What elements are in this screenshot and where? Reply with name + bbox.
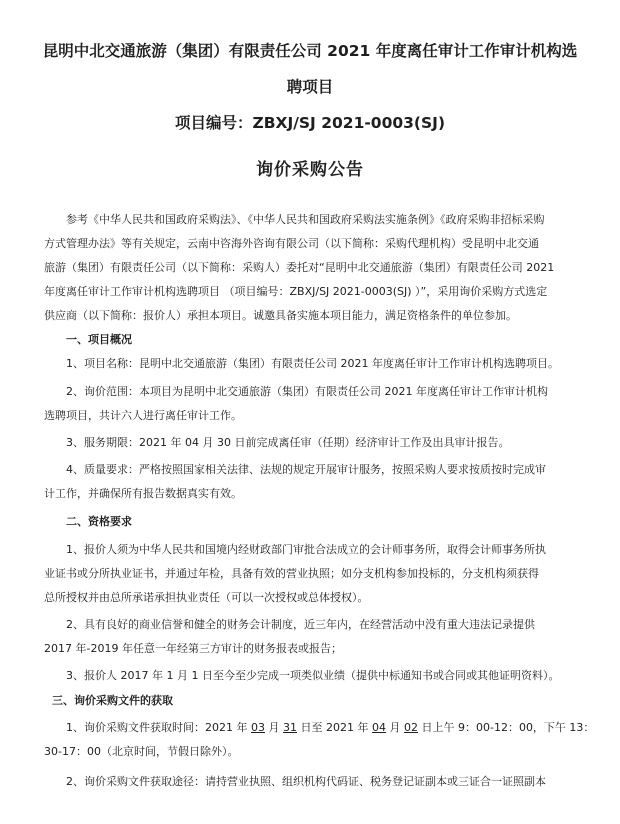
- intro-line: 参考《中华人民共和国政府采购法》、《中华人民共和国政府采购法实施条例》《政府采购非招标采购: [66, 213, 545, 226]
- section-3-item-1: [66, 720, 594, 736]
- start-day: 31: [283, 721, 297, 734]
- end-month: 04: [371, 721, 386, 734]
- item-text: 日至 2021 年: [297, 721, 372, 734]
- start-month: 03: [251, 721, 265, 734]
- section-3-item-1-cont: 30-17：00（北京时间，节假日除外）。: [44, 745, 239, 758]
- section-3-heading: 三、询价采购文件的获取: [52, 694, 173, 707]
- item-text: 月: [385, 721, 404, 734]
- item-text: 日上午 9：00-12：00，下午 13：: [417, 721, 595, 734]
- end-day: 02: [403, 721, 418, 734]
- section-1-item-4: 4、质量要求：严格按照国家相关法律、法规的规定开展审计服务，按照采购人要求按质按时完成审: [66, 463, 546, 476]
- document-title-line-2: 聘项目: [286, 78, 334, 96]
- intro-line: 供应商（以下简称：报价人）承担本项目。诚邀具备实施本项目能力，满足资格条件的单位参加。: [44, 309, 517, 322]
- intro-line: 旅游（集团）有限责任公司（以下简称：采购人）委托对“昆明中北交通旅游（集团）有限责任公司 2021: [44, 261, 555, 274]
- section-1-item-2: 2、询价范围：本项目为昆明中北交通旅游（集团）有限责任公司 2021 年度离任审计工作审计机构: [66, 385, 548, 398]
- section-2-item-1-cont: 总所授权并由总所承诺承担执业责任（可以一次授权或总体授权）。: [44, 591, 369, 604]
- section-1-item-3: 3、服务期限：2021 年 04 月 30 日前完成离任审（任期）经济审计工作及出具审计报告。: [66, 436, 510, 449]
- notice-title: 询价采购公告: [256, 160, 364, 180]
- section-2-heading: 二、资格要求: [66, 515, 132, 528]
- section-2-item-1-cont: 业证书或分所执业证书，并通过年检，具备有效的营业执照；如分支机构参加投标的，分支机构须获得: [44, 567, 539, 580]
- item-text: 月: [265, 721, 283, 734]
- section-1-item-1: 1、项目名称：昆明中北交通旅游（集团）有限责任公司 2021 年度离任审计工作审计机构选聘项目。: [66, 357, 559, 370]
- section-3-item-2: 2、询价采购文件获取途径：请持营业执照、组织机构代码证、税务登记证副本或三证合一证照副本: [66, 775, 546, 788]
- section-2-item-1: 1、报价人须为中华人民共和国境内经财政部门审批合法成立的会计师事务所，取得会计师事务所执: [66, 543, 546, 556]
- item-text: 1、询价采购文件获取时间：2021 年: [66, 721, 251, 734]
- section-2-item-2-cont: 2017 年-2019 年任意一年经第三方审计的财务报表或报告；: [44, 642, 342, 655]
- intro-line: 方式管理办法》等有关规定，云南中咨海外咨询有限公司（以下简称：采购代理机构）受昆明中北交通: [44, 237, 539, 250]
- intro-line: 年度离任审计工作审计机构选聘项目 （项目编号：ZBXJ/SJ 2021-0003(SJ) ）”，采用询价采购方式选定: [44, 285, 548, 298]
- section-2-item-3: 3、报价人 2017 年 1 月 1 日至今至少完成一项类似业绩（提供中标通知书或合同或其他证明资料）。: [66, 669, 560, 682]
- project-number: 项目编号：ZBXJ/SJ 2021-0003(SJ): [174, 114, 446, 132]
- section-1-item-4-cont: 计工作，并确保所有报告数据真实有效。: [44, 487, 242, 500]
- document-title-line-1: 昆明中北交通旅游（集团）有限责任公司 2021 年度离任审计工作审计机构选: [42, 42, 578, 60]
- section-1-heading: 一、项目概况: [66, 333, 132, 346]
- section-2-item-2: 2、具有良好的商业信誉和健全的财务会计制度，近三年内，在经营活动中没有重大违法记录提供: [66, 618, 535, 631]
- section-1-item-2-cont: 选聘项目，共计六人进行离任审计工作。: [44, 409, 242, 422]
